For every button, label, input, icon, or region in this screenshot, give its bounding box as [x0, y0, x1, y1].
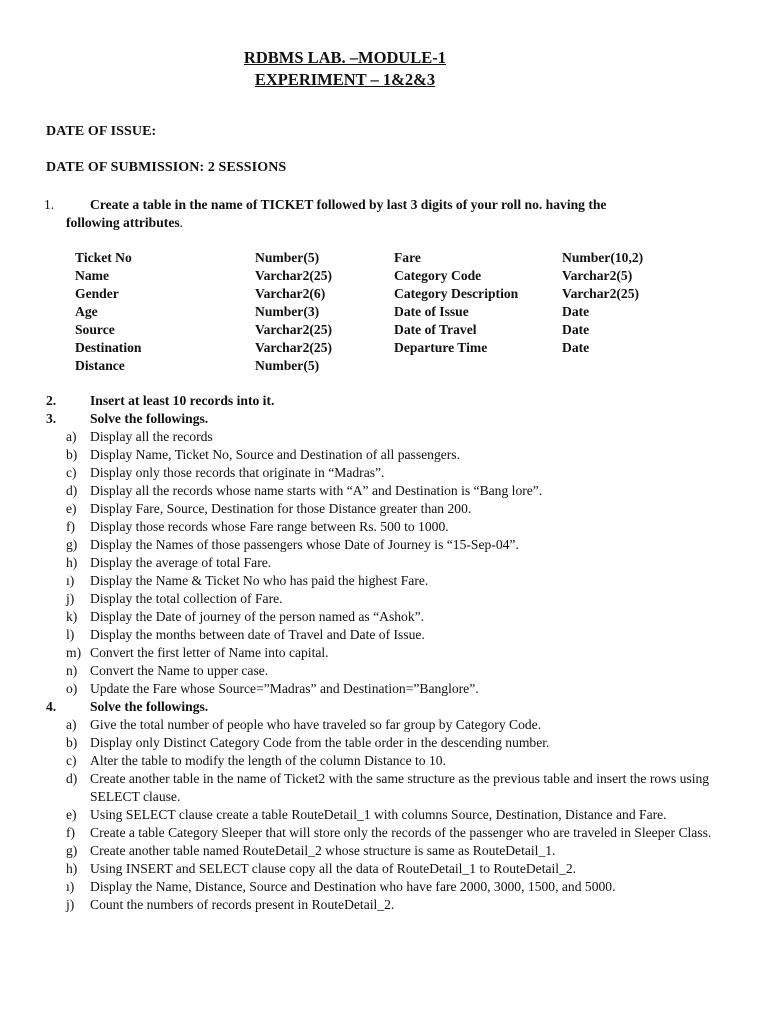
attribute-name: Distance [75, 358, 125, 373]
item-label: l) [66, 627, 75, 642]
attribute-row [75, 339, 695, 357]
attribute-row [75, 285, 695, 303]
attribute-name: Date of Travel [394, 322, 477, 337]
item-text: Display the Date of journey of the person named as “Ashok”. [90, 609, 425, 624]
item-label: b) [66, 735, 78, 750]
attribute-name: Name [75, 268, 109, 283]
item-text: Display the months between date of Travel and Date of Issue. [90, 627, 425, 642]
question-text: Solve the followings. [90, 411, 209, 426]
list-item [44, 896, 724, 914]
list-item [44, 860, 724, 878]
item-label: j) [66, 591, 75, 606]
list-item [44, 482, 724, 500]
item-label: a) [66, 717, 77, 732]
item-text: Display the total collection of Fare. [90, 591, 283, 606]
attribute-name: Category Code [394, 268, 482, 283]
list-item [44, 752, 724, 770]
question-number: 2. [46, 393, 57, 408]
attribute-name: Ticket No [75, 250, 132, 265]
item-label: e) [66, 501, 77, 516]
question-text: Solve the followings. [90, 699, 209, 714]
item-text: Display the Name, Distance, Source and Destination who have fare 2000, 3000, 1500, and 5000. [90, 879, 616, 894]
item-text: Using SELECT clause create a table RouteDetail_1 with columns Source, Destination, Distance and Fare. [90, 807, 667, 822]
list-item [44, 734, 724, 752]
attribute-type: Varchar2(25) [255, 268, 333, 283]
item-label: n) [66, 663, 78, 678]
question-text: Create a table in the name of TICKET followed by last 3 digits of your roll no. having the [90, 197, 607, 212]
page-title: RDBMS LAB. –MODULE-1 [243, 48, 447, 67]
item-label: h) [66, 861, 78, 876]
item-text: Count the numbers of records present in RouteDetail_2. [90, 897, 395, 912]
list-item [44, 554, 724, 572]
item-text: Convert the Name to upper case. [90, 663, 269, 678]
list-item [44, 662, 724, 680]
attribute-type: Date [562, 304, 590, 319]
item-label: k) [66, 609, 78, 624]
list-item [44, 428, 724, 446]
item-text: Create a table Category Sleeper that will store only the records of the passenger who are traveled in Sleeper Class. [90, 825, 712, 840]
attribute-type: Number(5) [255, 358, 320, 373]
attribute-row [75, 249, 695, 267]
list-item [44, 464, 724, 482]
item-text: Display all the records [90, 429, 213, 444]
list-item [44, 716, 724, 734]
list-item [44, 572, 724, 590]
attribute-type: Varchar2(25) [255, 322, 333, 337]
item-label: ı) [66, 573, 75, 588]
item-label: g) [66, 537, 78, 552]
attribute-type: Varchar2(5) [562, 268, 633, 283]
page-subtitle: EXPERIMENT – 1&2&3 [254, 70, 436, 89]
item-label: e) [66, 807, 77, 822]
attribute-name: Gender [75, 286, 119, 301]
date-of-issue: DATE OF ISSUE: [46, 124, 157, 139]
attribute-type: Varchar2(6) [255, 286, 326, 301]
item-text: Display Fare, Source, Destination for those Distance greater than 200. [90, 501, 472, 516]
item-text: Display only Distinct Category Code from the table order in the descending number. [90, 735, 550, 750]
attribute-table [75, 249, 695, 375]
attribute-row [75, 357, 695, 375]
attribute-name: Source [75, 322, 115, 337]
item-text: Display the average of total Fare. [90, 555, 272, 570]
question-3 [44, 410, 724, 428]
question-text: Insert at least 10 records into it. [90, 393, 275, 408]
date-of-submission: DATE OF SUBMISSION: 2 SESSIONS [46, 160, 287, 175]
attribute-row [75, 303, 695, 321]
attribute-type: Number(5) [255, 250, 320, 265]
list-item [44, 536, 724, 554]
question-number: 4. [46, 699, 57, 714]
list-item [44, 680, 724, 698]
question-2 [44, 392, 724, 410]
question-text-continued [44, 214, 684, 232]
list-item [44, 644, 724, 662]
item-label: a) [66, 429, 77, 444]
item-text: Using INSERT and SELECT clause copy all the data of RouteDetail_1 to RouteDetail_2. [90, 861, 577, 876]
list-item [44, 590, 724, 608]
item-text: Create another table named RouteDetail_2 whose structure is same as RouteDetail_1. [90, 843, 556, 858]
attribute-type: Date [562, 322, 590, 337]
question-1 [44, 196, 684, 232]
question-text-period: . [179, 215, 184, 230]
item-text: Alter the table to modify the length of the column Distance to 10. [90, 753, 446, 768]
list-item [44, 878, 724, 896]
attribute-type: Number(10,2) [562, 250, 644, 265]
item-text: Display those records whose Fare range between Rs. 500 to 1000. [90, 519, 449, 534]
item-label: c) [66, 753, 77, 768]
item-label: c) [66, 465, 77, 480]
attribute-name: Category Description [394, 286, 519, 301]
question-3-items [44, 428, 724, 698]
list-item [44, 518, 724, 536]
attribute-name: Departure Time [394, 340, 488, 355]
attribute-name: Date of Issue [394, 304, 469, 319]
item-label: m) [66, 645, 82, 660]
list-item [44, 446, 724, 464]
attribute-row [75, 321, 695, 339]
item-label: f) [66, 519, 76, 534]
item-text: Display all the records whose name starts with “A” and Destination is “Bang lore”. [90, 483, 543, 498]
list-item [44, 500, 724, 518]
attribute-type: Number(3) [255, 304, 320, 319]
attribute-type: Varchar2(25) [255, 340, 333, 355]
item-text: Display only those records that originate in “Madras”. [90, 465, 385, 480]
item-text: Display the Names of those passengers whose Date of Journey is “15-Sep-04”. [90, 537, 519, 552]
list-item [44, 608, 724, 626]
item-text: Display the Name & Ticket No who has paid the highest Fare. [90, 573, 429, 588]
question-list [44, 392, 724, 914]
list-item [44, 842, 724, 860]
item-label: ı) [66, 879, 75, 894]
item-label: j) [66, 897, 75, 912]
item-text: Display Name, Ticket No, Source and Destination of all passengers. [90, 447, 460, 462]
attribute-type: Date [562, 340, 590, 355]
question-4 [44, 698, 724, 716]
attribute-row [75, 267, 695, 285]
question-4-items [44, 716, 724, 914]
item-label: h) [66, 555, 78, 570]
attribute-name: Destination [75, 340, 142, 355]
list-item [44, 806, 724, 824]
list-item [44, 770, 724, 806]
item-text: Convert the first letter of Name into capital. [90, 645, 329, 660]
item-text: Update the Fare whose Source=”Madras” and Destination=”Banglore”. [90, 681, 479, 696]
attribute-type: Varchar2(25) [562, 286, 640, 301]
item-label: f) [66, 825, 76, 840]
item-label: b) [66, 447, 78, 462]
question-number: 1. [44, 197, 55, 212]
question-number: 3. [46, 411, 57, 426]
item-label: g) [66, 843, 78, 858]
item-label: d) [66, 771, 78, 786]
attribute-name: Age [75, 304, 98, 319]
question-text-line: following attributes [66, 215, 180, 230]
list-item [44, 824, 724, 842]
item-label: o) [66, 681, 78, 696]
attribute-name: Fare [394, 250, 421, 265]
item-text: Create another table in the name of Ticket2 with the same structure as the previous table and insert the rows using SELECT clause. [90, 771, 710, 804]
item-text: Give the total number of people who have traveled so far group by Category Code. [90, 717, 542, 732]
item-label: d) [66, 483, 78, 498]
list-item [44, 626, 724, 644]
